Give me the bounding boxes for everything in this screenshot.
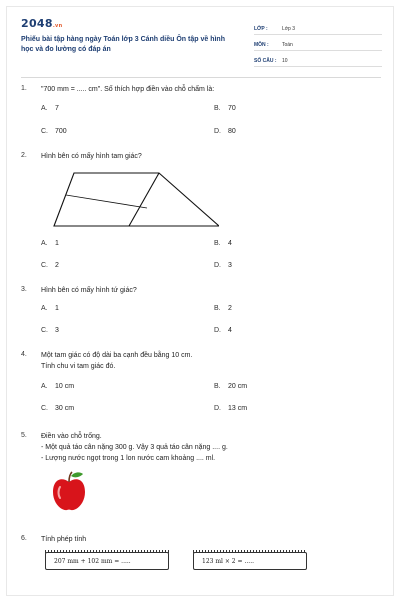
figure-inner-line: [66, 195, 147, 208]
header-divider: [21, 77, 381, 78]
calc-box-1: 207 mm + 102 mm = .....: [45, 552, 169, 570]
question-4: 4. Một tam giác có độ dài ba cạnh đều bằng 10 cm. Tính chu vi tam giác đó. A. 10 cm B. 20 cm C. 30 cm D. 13 cm: [21, 351, 381, 423]
option-c[interactable]: C. 700: [41, 128, 67, 135]
question-5-line-1: Điền vào chỗ trống.: [41, 433, 102, 440]
calc-box-2: 123 ml × 2 = .....: [193, 552, 307, 570]
option-b[interactable]: B. 2: [214, 305, 232, 312]
option-c[interactable]: C. 30 cm: [41, 405, 75, 412]
question-4-line-1: Một tam giác có độ dài ba cạnh đều bằng 10 cm.: [41, 352, 193, 359]
question-4-line-2: Tính chu vi tam giác đó.: [41, 363, 116, 370]
logo: 2048.vn: [21, 17, 63, 30]
question-5: 5. Điền vào chỗ trống. - Một quả táo cân nặng 300 g. Vậy 3 quả táo cân nặng .... g. - Lượng nước ngọt trong 1 lon nước cam khoảng .... ml.: [21, 432, 381, 522]
figure-outline: [54, 173, 219, 226]
meta-row-class: LỚP : Lớp 3: [254, 22, 382, 35]
meta-row-subject: MÔN : Toán: [254, 38, 382, 51]
option-b[interactable]: B. 70: [214, 105, 236, 112]
option-a[interactable]: A. 7: [41, 105, 59, 112]
option-a[interactable]: A. 10 cm: [41, 383, 75, 390]
option-d[interactable]: D. 13 cm: [214, 405, 248, 412]
figure-diagonal: [129, 173, 159, 226]
option-c[interactable]: C. 2: [41, 262, 59, 269]
question-6: 6. Tính phép tính 207 mm + 102 mm = ..... 123 ml × 2 = .....: [21, 535, 381, 585]
worksheet-page: [6, 6, 394, 596]
apple-icon: [51, 470, 87, 512]
option-d[interactable]: D. 80: [214, 128, 236, 135]
option-b[interactable]: B. 20 cm: [214, 383, 248, 390]
question-5-line-3: - Lượng nước ngọt trong 1 lon nước cam khoảng .... ml.: [41, 455, 216, 462]
option-a[interactable]: A. 1: [41, 240, 59, 247]
meta-info: [254, 22, 382, 70]
meta-row-count: SỐ CÂU : 10: [254, 54, 382, 67]
option-c[interactable]: C. 3: [41, 327, 59, 334]
header: [21, 17, 381, 72]
option-a[interactable]: A. 1: [41, 305, 59, 312]
page-title: Phiếu bài tập hàng ngày Toán lớp 3 Cánh diều Ôn tập về hình học và đo lường có đáp án: [21, 36, 225, 53]
question-2: 2. Hình bên có mấy hình tam giác? A. 1 B. 4 C. 2 D. 3: [21, 152, 232, 269]
option-d[interactable]: D. 3: [214, 262, 232, 269]
question-3: 3. Hình bên có mấy hình tứ giác? A. 1 B. 2 C. 3 D. 4: [21, 286, 232, 334]
option-b[interactable]: B. 4: [214, 240, 232, 247]
option-d[interactable]: D. 4: [214, 327, 232, 334]
question-5-line-2: - Một quả táo cân nặng 300 g. Vậy 3 quả táo cân nặng .... g.: [41, 444, 228, 451]
triangle-figure: [49, 168, 219, 228]
question-1: 1. "700 mm = ..... cm". Số thích hợp điền vào chỗ chấm là: A. 7 B. 70 C. 700 D. 80: [21, 85, 236, 135]
